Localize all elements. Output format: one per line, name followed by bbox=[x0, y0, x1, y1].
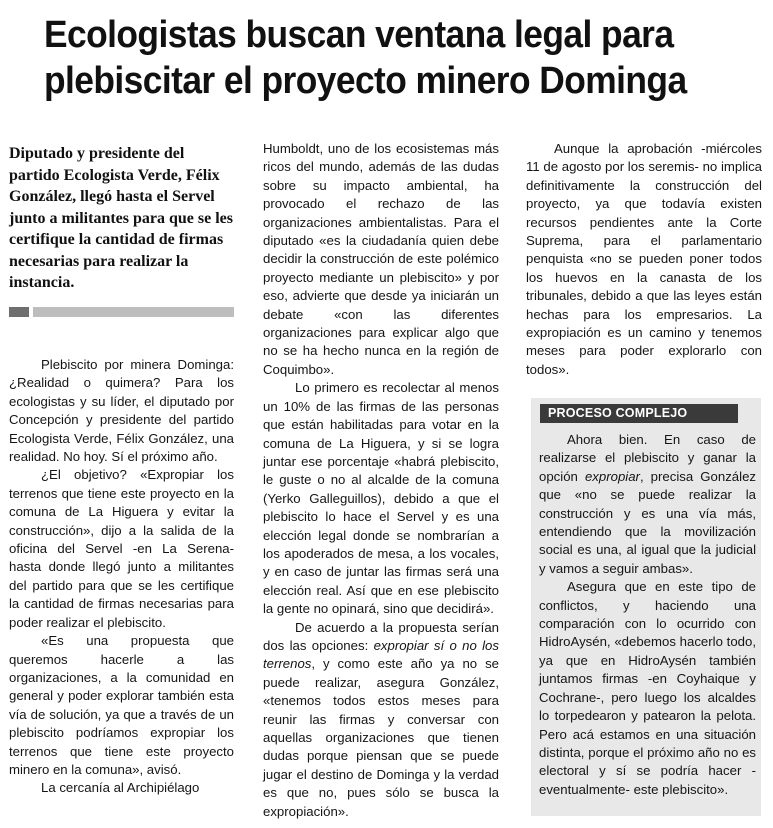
emphasis-text: expropiar sí o no los terrenos bbox=[263, 637, 499, 672]
body-paragraph: Lo primero es recolectar al menos un 10% de las firmas de las personas que están habilitadas para votar en la comuna de La Higuera, y si se logra juntar ese porcentaje «habrá plebiscito, le guste o no al alcalde de la comuna (Yerko Galleguillos), debido a que el plebiscito lo hace el Servel y es una elección legal donde se nombrarían a los apoderados de mesa, a los vocales, y en caso de juntar las firmas será una elección real. Así que en ese plebiscito la gente no opinará, sino que decidirá». bbox=[263, 380, 499, 617]
lead-paragraph: Diputado y presidente del partido Ecologista Verde, Félix González, llegó hasta el Servel junto a militantes para que se les certifique la cantidad de firmas necesarias para realizar la instancia. bbox=[9, 145, 233, 291]
divider-dark-segment bbox=[9, 307, 29, 317]
headline-line-1: Ecologistas buscan ventana legal para bbox=[44, 14, 674, 56]
lead-divider-bar bbox=[9, 307, 234, 317]
body-paragraph: La cercanía al Archipiélago bbox=[41, 780, 200, 796]
body-paragraph: «Es una propuesta que queremos hacerle a las organizaciones, a la comunidad en general y poder explorar también esta vía de solución, ya que a través de un plebiscito podríamos expropiar los terrenos que tiene este proyecto minero en la comuna», avisó. bbox=[9, 633, 234, 777]
body-paragraph: Asegura que en este tipo de conflictos, y haciendo una comparación con lo ocurrido con HidroAysén, «debemos hacerlo todo, ya que en HidroAysén también juntamos firmas -en Coyhaique y Cochrane-, pero luego los alcaldes lo torpedearon y patearon la pelota. Pero acá estamos en una situación distinta, porque el próximo año no es electoral y sí se podría hacer -eventualmente- este plebiscito». bbox=[539, 579, 756, 797]
emphasis-text: expropiar bbox=[584, 468, 640, 484]
text-run: Ahora bien. En caso de realizarse el plebiscito y ganar la opción bbox=[539, 432, 756, 484]
headline-line-2: plebiscitar el proyecto minero Dominga bbox=[44, 60, 687, 102]
sidebar-box-text bbox=[539, 431, 756, 799]
text-run: , precisa González que «no se puede realizar la construcción y es una vía más, entendiendo que la movilización social es una, al igual que la judicial y vamos a seguir ambas». bbox=[539, 468, 756, 576]
body-paragraph: Aunque la aprobación -miércoles 11 de agosto por los seremis- no implica definitivamente la construcción del proyecto, ya que todavía existen recursos pendientes ante la Corte Suprema, para el parlamentario penquista «no se pueden poner todos los huevos en la canasta de los tribunales, debido a que las leyes están hechas para los empresarios. La expropiación es un camino y tenemos meses para poder explorarlo con todos». bbox=[526, 141, 762, 377]
column-2 bbox=[263, 140, 499, 821]
body-paragraph: Humboldt, uno de los ecosistemas más ricos del mundo, además de las dudas sobre su impacto ambiental, ha provocado el rechazo de las organizaciones ambientalistas. Para el diputado «es la ciudadanía quien debe decidir la construcción de este polémico proyecto mediante un plebiscito» y por eso, advierte que desde ya iniciarán un debate «con las diferentes organizaciones para explicar algo que no se ha hecho nunca en la región de Coquimbo». bbox=[263, 141, 499, 377]
body-paragraph: Plebiscito por minera Dominga: ¿Realidad o quimera? Para los ecologistas y su líder, el diputado por Concepción y presidente del partido Ecologista Verde, Félix González, una realidad. No hoy. Sí el próximo año. bbox=[9, 357, 234, 465]
body-paragraph bbox=[263, 619, 499, 821]
divider-light-segment bbox=[33, 307, 234, 317]
body-paragraph: ¿El objetivo? «Expropiar los terrenos que tiene este proyecto en la comuna de La Higuera y evitar la construcción», dijo a la salida de la oficina del Servel -en La Serena- hasta donde llegó junto a militantes del partido para que se les certifique la cantidad de firmas necesarias para poder realizar el plebiscito. bbox=[9, 467, 234, 630]
column-1 bbox=[9, 356, 234, 798]
column-3 bbox=[526, 140, 762, 379]
text-run: De acuerdo a la propuesta serían dos las opciones: bbox=[263, 619, 499, 653]
body-paragraph bbox=[539, 431, 756, 578]
text-run: , y como este año ya no se puede realizar, asegura González, «tenemos todos estos meses para reunir las firmas y conversar con aquellas organizaciones que tienen dudas porque piensan que se puede jugar el destino de Dominga y la verdad es que no, pues sólo se busca la expropiación». bbox=[263, 656, 499, 819]
headline bbox=[44, 12, 709, 104]
sidebar-box-title: PROCESO COMPLEJO bbox=[540, 404, 738, 423]
